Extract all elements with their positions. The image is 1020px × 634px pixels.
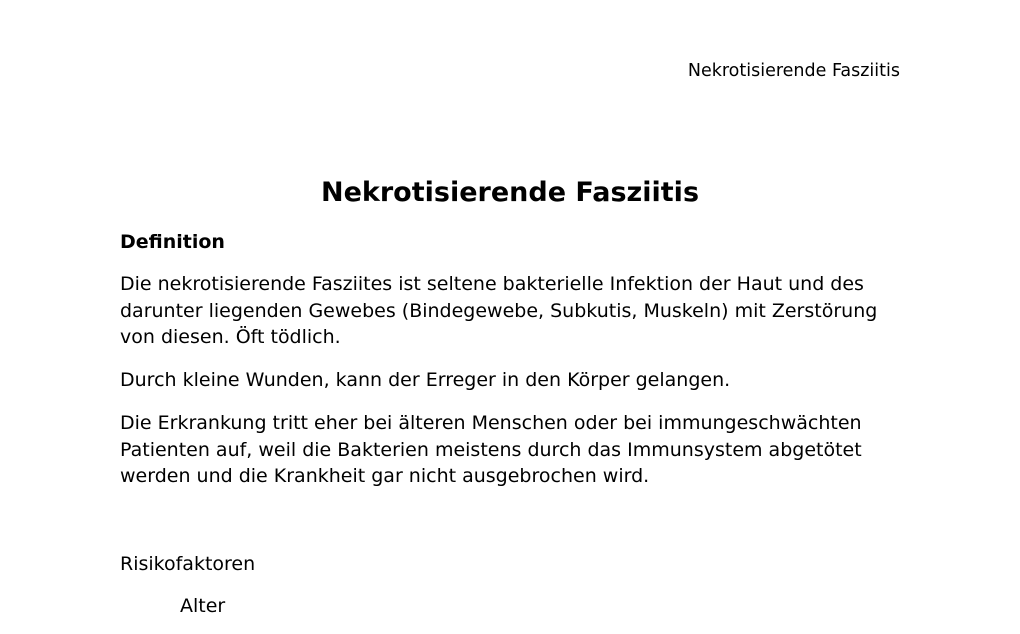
- risk-group-paragraph: Die Erkrankung tritt eher bei älteren Menschen oder bei immungeschwächten Patienten auf, weil die Bakterien meistens durch das Immunsystem abgetötet werden und die Krankheit gar nicht ausgebrochen wird.: [120, 411, 862, 488]
- risk-factors-heading: Risikofaktoren: [120, 552, 256, 575]
- transmission-paragraph: Durch kleine Wunden, kann der Erreger in den Körper gelangen.: [120, 369, 731, 392]
- document-title: Nekrotisierende Fasziitis: [320, 177, 700, 208]
- list-item: Alter: [180, 594, 226, 617]
- document-body: [120, 174, 900, 619]
- definition-paragraph: Die nekrotisierende Fasziites ist seltene bakterielle Infektion der Haut und des darunter liegenden Gewebes (Bindegewebe, Subkutis, Muskeln) mit Zerstörung von diesen. Öft tödlich.: [120, 273, 878, 349]
- running-header: Nekrotisierende Fasziitis: [687, 61, 900, 81]
- definition-heading: Definition: [120, 231, 225, 253]
- risk-factors-list: [120, 593, 900, 619]
